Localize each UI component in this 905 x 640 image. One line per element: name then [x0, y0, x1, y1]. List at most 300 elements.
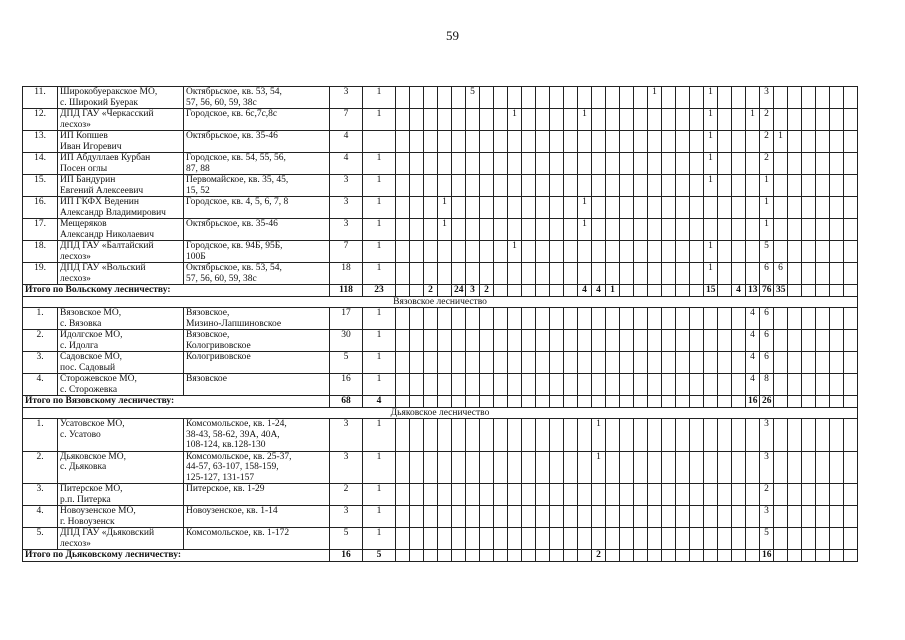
value-cell	[564, 241, 578, 263]
total-label: Итого по Вязовскому лесничеству:	[23, 396, 330, 408]
value-cell	[564, 528, 578, 550]
value-cell	[606, 241, 620, 263]
value-cell	[816, 241, 830, 263]
value-cell	[620, 131, 634, 153]
value-cell	[578, 451, 592, 484]
value-cell	[424, 528, 438, 550]
empty-cell	[844, 131, 858, 153]
value-cell	[732, 87, 746, 109]
total-cell	[564, 285, 578, 297]
total-cell	[606, 550, 620, 562]
value-cell	[396, 374, 410, 396]
value-cell	[802, 308, 816, 330]
value-cell	[578, 263, 592, 285]
value-cell	[466, 109, 480, 131]
total-cell	[494, 396, 508, 408]
value-cell	[774, 87, 788, 109]
value-cell	[718, 419, 732, 452]
forest-quarters: Городское, кв. 6с,7с,8с	[184, 109, 330, 131]
value-cell	[718, 197, 732, 219]
total-cell	[480, 396, 494, 408]
value-cell	[774, 451, 788, 484]
value-cell: 3	[760, 87, 774, 109]
value-cell	[746, 87, 760, 109]
value-cell	[606, 131, 620, 153]
total-cell: 16	[330, 550, 363, 562]
total-cell	[634, 285, 648, 297]
value-cell	[690, 87, 704, 109]
value-cell	[774, 506, 788, 528]
value-cell	[424, 241, 438, 263]
value-cell	[508, 219, 522, 241]
value-cell	[466, 484, 480, 506]
value-cell	[536, 330, 550, 352]
organization-name: Питерское МО, р.п. Питерка	[58, 484, 184, 506]
value-cell: 6	[760, 352, 774, 374]
value-cell	[718, 219, 732, 241]
total-cell	[550, 285, 564, 297]
total-cell: 2	[592, 550, 606, 562]
value-cell	[508, 506, 522, 528]
value-cell	[774, 308, 788, 330]
value-cell	[466, 131, 480, 153]
value-cell	[746, 175, 760, 197]
value-cell	[648, 484, 662, 506]
value-cell	[564, 263, 578, 285]
value-cell	[732, 175, 746, 197]
table-row	[23, 419, 858, 452]
value-cell	[774, 241, 788, 263]
row-number: 12.	[23, 109, 58, 131]
value-cell	[508, 484, 522, 506]
value-cell	[480, 153, 494, 175]
value-cell	[578, 153, 592, 175]
value-cell	[410, 451, 424, 484]
value-cell	[704, 528, 718, 550]
value-cell	[830, 241, 844, 263]
forest-quarters: Первомайское, кв. 35, 45, 15, 52	[184, 175, 330, 197]
value-cell	[494, 87, 508, 109]
value-cell	[830, 263, 844, 285]
value-cell	[690, 528, 704, 550]
forest-quarters: Новоузенское, кв. 1-14	[184, 506, 330, 528]
value-cell: 1	[363, 484, 396, 506]
value-cell	[732, 528, 746, 550]
value-cell	[788, 175, 802, 197]
organization-name: Новоузенское МО, г. Новоузенск	[58, 506, 184, 528]
value-cell	[606, 451, 620, 484]
total-cell	[550, 550, 564, 562]
total-cell	[606, 396, 620, 408]
section-header-row	[23, 296, 858, 308]
value-cell	[410, 374, 424, 396]
total-cell	[438, 550, 452, 562]
value-cell	[718, 528, 732, 550]
value-cell	[648, 506, 662, 528]
total-row	[23, 550, 858, 562]
value-cell	[634, 506, 648, 528]
total-cell: 13	[746, 285, 760, 297]
value-cell	[424, 153, 438, 175]
value-cell	[550, 175, 564, 197]
empty-cell	[844, 506, 858, 528]
value-cell	[676, 109, 690, 131]
value-cell	[536, 352, 550, 374]
value-cell	[494, 131, 508, 153]
total-cell: 4	[578, 285, 592, 297]
value-cell	[648, 308, 662, 330]
value-cell: 1	[760, 219, 774, 241]
value-cell	[494, 352, 508, 374]
value-cell	[494, 175, 508, 197]
value-cell	[578, 352, 592, 374]
value-cell: 6	[774, 263, 788, 285]
value-cell	[410, 330, 424, 352]
value-cell	[452, 175, 466, 197]
value-cell	[704, 374, 718, 396]
value-cell	[788, 528, 802, 550]
value-cell	[802, 197, 816, 219]
value-cell	[802, 451, 816, 484]
table-row	[23, 109, 858, 131]
value-cell	[536, 528, 550, 550]
value-cell	[718, 374, 732, 396]
value-cell: 4	[746, 374, 760, 396]
value-cell: 1	[363, 219, 396, 241]
total-cell	[522, 550, 536, 562]
value-cell	[830, 153, 844, 175]
value-cell	[592, 374, 606, 396]
value-cell: 1	[648, 87, 662, 109]
value-cell	[410, 109, 424, 131]
value-cell	[424, 175, 438, 197]
value-cell	[620, 197, 634, 219]
value-cell	[438, 352, 452, 374]
organization-name: Широкобуеракское МО, с. Широкий Буерак	[58, 87, 184, 109]
value-cell	[802, 241, 816, 263]
value-cell	[746, 197, 760, 219]
total-cell	[802, 285, 816, 297]
value-cell	[718, 131, 732, 153]
value-cell	[466, 506, 480, 528]
value-cell	[634, 175, 648, 197]
row-number: 17.	[23, 219, 58, 241]
value-cell	[508, 352, 522, 374]
value-cell	[774, 528, 788, 550]
value-cell: 16	[330, 374, 363, 396]
value-cell	[634, 153, 648, 175]
value-cell	[774, 197, 788, 219]
row-number: 13.	[23, 131, 58, 153]
value-cell	[424, 197, 438, 219]
value-cell	[676, 506, 690, 528]
value-cell	[634, 109, 648, 131]
total-cell	[536, 550, 550, 562]
organization-name: Садовское МО, пос. Садовый	[58, 352, 184, 374]
value-cell: 1	[704, 153, 718, 175]
value-cell	[592, 153, 606, 175]
value-cell: 3	[760, 451, 774, 484]
value-cell	[550, 109, 564, 131]
total-cell	[718, 396, 732, 408]
empty-cell	[844, 197, 858, 219]
value-cell	[690, 153, 704, 175]
value-cell	[494, 528, 508, 550]
value-cell	[466, 528, 480, 550]
value-cell	[536, 419, 550, 452]
value-cell	[634, 308, 648, 330]
value-cell: 4	[746, 352, 760, 374]
value-cell	[438, 153, 452, 175]
value-cell	[704, 308, 718, 330]
organization-name: Дьяковское МО, с. Дьяковка	[58, 451, 184, 484]
value-cell: 1	[363, 308, 396, 330]
value-cell	[536, 175, 550, 197]
value-cell	[718, 330, 732, 352]
value-cell	[690, 219, 704, 241]
forest-quarters: Комсомольское, кв. 1-24, 38-43, 58-62, 39А, 40А, 108-124, кв.128-130	[184, 419, 330, 452]
total-cell	[620, 396, 634, 408]
table-row	[23, 308, 858, 330]
value-cell	[522, 153, 536, 175]
total-cell	[494, 285, 508, 297]
value-cell	[774, 330, 788, 352]
table-row	[23, 484, 858, 506]
total-cell	[508, 550, 522, 562]
value-cell	[564, 153, 578, 175]
forestry-table	[22, 86, 858, 562]
value-cell	[578, 374, 592, 396]
value-cell	[774, 109, 788, 131]
value-cell	[536, 451, 550, 484]
value-cell	[690, 109, 704, 131]
total-cell	[396, 396, 410, 408]
value-cell	[508, 131, 522, 153]
value-cell	[480, 197, 494, 219]
value-cell	[746, 419, 760, 452]
value-cell: 1	[363, 263, 396, 285]
value-cell	[508, 451, 522, 484]
value-cell	[732, 153, 746, 175]
value-cell	[466, 451, 480, 484]
value-cell	[718, 308, 732, 330]
value-cell	[746, 484, 760, 506]
value-cell	[704, 506, 718, 528]
value-cell: 4	[330, 131, 363, 153]
total-cell: 76	[760, 285, 774, 297]
value-cell	[438, 175, 452, 197]
value-cell	[466, 263, 480, 285]
value-cell	[396, 241, 410, 263]
value-cell	[662, 352, 676, 374]
value-cell: 5	[760, 241, 774, 263]
value-cell	[592, 352, 606, 374]
total-cell: 16	[760, 550, 774, 562]
value-cell	[452, 506, 466, 528]
value-cell	[802, 109, 816, 131]
value-cell	[494, 374, 508, 396]
value-cell	[634, 451, 648, 484]
value-cell	[592, 241, 606, 263]
value-cell	[550, 131, 564, 153]
value-cell	[522, 109, 536, 131]
value-cell: 18	[330, 263, 363, 285]
total-cell	[648, 396, 662, 408]
value-cell	[634, 419, 648, 452]
total-cell	[690, 285, 704, 297]
value-cell	[634, 263, 648, 285]
value-cell	[662, 219, 676, 241]
value-cell	[592, 528, 606, 550]
value-cell	[606, 506, 620, 528]
value-cell	[550, 484, 564, 506]
value-cell	[480, 506, 494, 528]
table-row	[23, 352, 858, 374]
value-cell	[508, 197, 522, 219]
value-cell	[522, 197, 536, 219]
value-cell	[620, 374, 634, 396]
value-cell	[494, 330, 508, 352]
value-cell: 4	[330, 153, 363, 175]
value-cell: 3	[330, 419, 363, 452]
value-cell	[676, 528, 690, 550]
value-cell	[732, 484, 746, 506]
value-cell	[788, 197, 802, 219]
total-cell	[620, 550, 634, 562]
value-cell	[494, 451, 508, 484]
row-number: 1.	[23, 308, 58, 330]
value-cell	[564, 451, 578, 484]
total-cell	[746, 550, 760, 562]
value-cell	[466, 374, 480, 396]
value-cell	[522, 451, 536, 484]
total-cell	[522, 285, 536, 297]
value-cell	[480, 263, 494, 285]
value-cell	[410, 87, 424, 109]
value-cell: 1	[578, 109, 592, 131]
row-number: 3.	[23, 484, 58, 506]
value-cell	[424, 330, 438, 352]
value-cell: 1	[363, 506, 396, 528]
total-cell	[718, 285, 732, 297]
value-cell	[508, 330, 522, 352]
value-cell	[508, 153, 522, 175]
value-cell	[662, 330, 676, 352]
value-cell	[634, 241, 648, 263]
value-cell	[676, 374, 690, 396]
value-cell: 6	[760, 263, 774, 285]
value-cell	[704, 352, 718, 374]
value-cell	[676, 87, 690, 109]
value-cell	[732, 241, 746, 263]
row-number: 18.	[23, 241, 58, 263]
value-cell	[508, 528, 522, 550]
value-cell	[410, 131, 424, 153]
value-cell	[466, 219, 480, 241]
value-cell	[466, 197, 480, 219]
value-cell	[522, 374, 536, 396]
value-cell	[522, 263, 536, 285]
value-cell	[774, 484, 788, 506]
value-cell	[606, 153, 620, 175]
value-cell	[508, 419, 522, 452]
value-cell: 1	[508, 241, 522, 263]
table-row	[23, 131, 858, 153]
value-cell	[438, 308, 452, 330]
value-cell	[662, 374, 676, 396]
value-cell	[746, 219, 760, 241]
value-cell	[466, 175, 480, 197]
value-cell	[704, 451, 718, 484]
value-cell	[592, 109, 606, 131]
value-cell	[410, 506, 424, 528]
forest-quarters: Городское, кв. 54, 55, 56, 87, 88	[184, 153, 330, 175]
value-cell	[522, 131, 536, 153]
value-cell	[802, 219, 816, 241]
total-cell: 1	[606, 285, 620, 297]
value-cell	[620, 451, 634, 484]
value-cell	[494, 219, 508, 241]
value-cell	[620, 419, 634, 452]
value-cell	[816, 219, 830, 241]
value-cell	[438, 330, 452, 352]
total-cell	[774, 550, 788, 562]
value-cell: 1	[363, 87, 396, 109]
empty-cell	[844, 451, 858, 484]
value-cell	[788, 109, 802, 131]
value-cell	[536, 87, 550, 109]
value-cell: 1	[363, 109, 396, 131]
total-cell	[718, 550, 732, 562]
value-cell: 5	[466, 87, 480, 109]
value-cell	[830, 197, 844, 219]
value-cell	[788, 451, 802, 484]
value-cell	[648, 241, 662, 263]
empty-cell	[844, 175, 858, 197]
total-cell	[676, 396, 690, 408]
value-cell: 1	[363, 330, 396, 352]
value-cell: 4	[746, 330, 760, 352]
empty-cell	[844, 263, 858, 285]
value-cell	[788, 352, 802, 374]
forest-quarters: Октябрьское, кв. 35-46	[184, 219, 330, 241]
value-cell	[816, 87, 830, 109]
total-cell	[662, 285, 676, 297]
value-cell: 2	[760, 131, 774, 153]
table-row	[23, 528, 858, 550]
value-cell	[564, 308, 578, 330]
value-cell	[634, 374, 648, 396]
value-cell	[746, 131, 760, 153]
value-cell	[564, 197, 578, 219]
value-cell	[662, 87, 676, 109]
value-cell	[648, 153, 662, 175]
value-cell	[732, 352, 746, 374]
value-cell	[438, 241, 452, 263]
value-cell	[536, 241, 550, 263]
value-cell	[774, 153, 788, 175]
table-row	[23, 197, 858, 219]
value-cell	[620, 241, 634, 263]
value-cell	[816, 451, 830, 484]
total-cell	[788, 396, 802, 408]
forest-quarters: Комсомольское, кв. 1-172	[184, 528, 330, 550]
value-cell	[578, 308, 592, 330]
value-cell	[732, 263, 746, 285]
value-cell	[676, 419, 690, 452]
total-cell	[424, 396, 438, 408]
value-cell: 5	[760, 528, 774, 550]
